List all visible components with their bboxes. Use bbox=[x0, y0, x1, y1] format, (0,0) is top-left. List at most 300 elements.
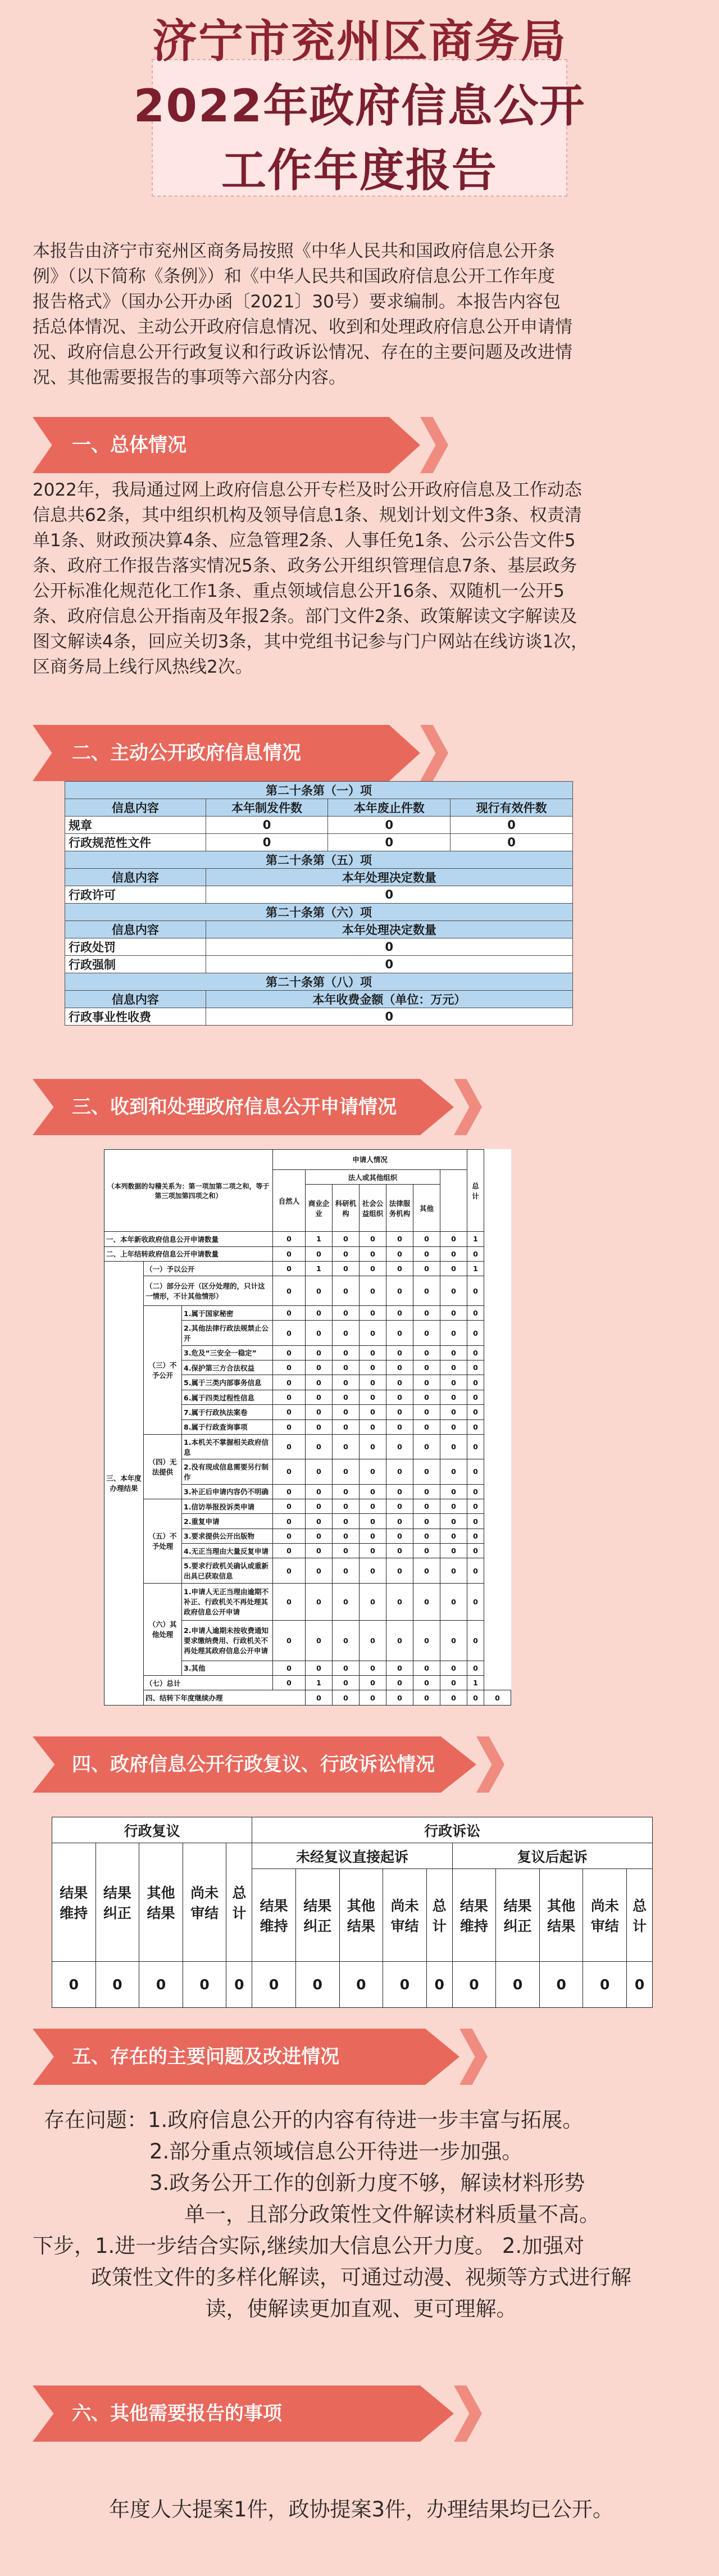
cell: 0 bbox=[440, 1529, 467, 1543]
cell: 0 bbox=[383, 1961, 427, 2007]
cell: 0 bbox=[386, 1261, 413, 1276]
cell: 0 bbox=[413, 1246, 440, 1261]
group-label: （六）其他处理 bbox=[144, 1583, 182, 1675]
intro-paragraph bbox=[33, 239, 690, 391]
cell: 0 bbox=[273, 1661, 306, 1675]
overview-line: 信息共62条，其中组织机构及领导信息1条、规划计划文件3条、权责清 bbox=[33, 505, 582, 525]
table-row bbox=[104, 1499, 511, 1513]
cell: 0 bbox=[413, 1514, 440, 1529]
cell: 0 bbox=[467, 1375, 484, 1390]
next-step-line: 政策性文件的多样化解读，可通过动漫、视频等方式进行解 bbox=[91, 2265, 631, 2289]
cell: 1 bbox=[306, 1232, 333, 1246]
cell: 0 bbox=[467, 1459, 484, 1484]
cell: 0 bbox=[306, 1345, 333, 1360]
col-header: 结果维持 bbox=[452, 1869, 496, 1962]
cell: 0 bbox=[273, 1583, 306, 1620]
chevron-icon bbox=[476, 1736, 504, 1793]
cell: 0 bbox=[386, 1419, 413, 1434]
cell: 0 bbox=[386, 1514, 413, 1529]
cell: 0 bbox=[306, 1434, 333, 1459]
row-label: 行政规范性文件 bbox=[65, 834, 206, 851]
cell: 0 bbox=[467, 1484, 484, 1499]
cell: 0 bbox=[273, 1375, 306, 1390]
cell: 0 bbox=[440, 1499, 467, 1513]
cell: 0 bbox=[333, 1321, 360, 1345]
cell: 0 bbox=[386, 1583, 413, 1620]
cell: 0 bbox=[413, 1499, 440, 1513]
col-header: 本年废止件数 bbox=[328, 799, 450, 817]
cell: 0 bbox=[467, 1434, 484, 1459]
cell: 0 bbox=[467, 1620, 484, 1661]
cell: 0 bbox=[360, 1484, 386, 1499]
section-title: 三、收到和处理政府信息公开申请情况 bbox=[72, 1096, 397, 1118]
cell: 0 bbox=[273, 1306, 306, 1321]
cell: 0 bbox=[273, 1345, 306, 1360]
cell: 0 bbox=[333, 1360, 360, 1375]
cell: 0 bbox=[206, 834, 328, 851]
cell: 0 bbox=[306, 1544, 333, 1558]
cell: 0 bbox=[386, 1276, 413, 1306]
cell: 0 bbox=[360, 1690, 386, 1706]
cell: 0 bbox=[386, 1360, 413, 1375]
cell: 0 bbox=[183, 1961, 226, 2007]
table-header: 第二十条第（五）项 bbox=[65, 851, 573, 869]
cell: 0 bbox=[360, 1514, 386, 1529]
col-header: 信息内容 bbox=[65, 921, 206, 938]
cell: 0 bbox=[273, 1459, 306, 1484]
application-handling-table bbox=[104, 1149, 511, 1706]
cell: 0 bbox=[440, 1246, 467, 1261]
cell: 0 bbox=[333, 1246, 360, 1261]
row-label: 3.要求提供公开出版物 bbox=[182, 1529, 273, 1543]
cell: 0 bbox=[413, 1529, 440, 1543]
cell: 0 bbox=[467, 1499, 484, 1513]
cell: 0 bbox=[413, 1232, 440, 1246]
cell: 0 bbox=[413, 1544, 440, 1558]
row-label: 1.本机关不掌握相关政府信息 bbox=[182, 1434, 273, 1459]
cell: 0 bbox=[440, 1661, 467, 1675]
overview-paragraph bbox=[33, 478, 690, 680]
cell: 0 bbox=[273, 1419, 306, 1434]
cell: 0 bbox=[386, 1661, 413, 1675]
cell: 0 bbox=[360, 1661, 386, 1675]
cell: 0 bbox=[206, 938, 572, 956]
cell: 0 bbox=[413, 1419, 440, 1434]
cell: 0 bbox=[627, 1961, 653, 2007]
row-label: 1.信访举报投诉类申请 bbox=[182, 1499, 273, 1513]
cell: 0 bbox=[426, 1961, 452, 2007]
cell: 0 bbox=[206, 817, 328, 834]
application-table-frame bbox=[104, 1149, 511, 1706]
col-header: 法律服务机构 bbox=[386, 1185, 413, 1232]
cell: 0 bbox=[467, 1321, 484, 1345]
table-header: 第二十条第（六）项 bbox=[65, 904, 573, 921]
col-header: 商业企业 bbox=[306, 1185, 333, 1232]
cell: 0 bbox=[413, 1261, 440, 1276]
cell: 0 bbox=[360, 1459, 386, 1484]
next-step-line: 读，使解读更加直观、更可理解。 bbox=[205, 2297, 517, 2321]
cell: 0 bbox=[386, 1690, 413, 1706]
cell: 0 bbox=[440, 1675, 467, 1690]
cell: 0 bbox=[467, 1661, 484, 1675]
row-label: （二）部分公开（区分处理的，只计这一情形，不计其他情形） bbox=[144, 1276, 273, 1306]
cell: 0 bbox=[440, 1544, 467, 1558]
cell: 0 bbox=[413, 1484, 440, 1499]
issues-label: 存在问题： bbox=[44, 2108, 148, 2132]
group-label: （四）无法提供 bbox=[144, 1434, 182, 1499]
cell: 0 bbox=[386, 1459, 413, 1484]
cell: 0 bbox=[333, 1583, 360, 1620]
cell: 0 bbox=[360, 1375, 386, 1390]
cell: 0 bbox=[386, 1246, 413, 1261]
page-title-line2: 2022年政府信息公开 bbox=[133, 80, 586, 132]
section-banner-5 bbox=[33, 2029, 488, 2085]
overview-line: 2022年，我局通过网上政府信息公开专栏及时公开政府信息及工作动态 bbox=[33, 480, 582, 500]
cell: 0 bbox=[539, 1961, 583, 2007]
overview-line: 条、政府信息公开指南及年报2条。部门文件2条、政策解读文字解读及 bbox=[33, 606, 577, 627]
cell: 0 bbox=[360, 1558, 386, 1583]
cell: 0 bbox=[440, 1419, 467, 1434]
col-header: 结果纠正 bbox=[95, 1843, 139, 1962]
group-label: （三）不予公开 bbox=[144, 1306, 182, 1435]
col-header: 信息内容 bbox=[65, 799, 206, 817]
row-label: 6.属于四类过程性信息 bbox=[182, 1390, 273, 1404]
row-label: 行政强制 bbox=[65, 956, 206, 973]
row-label: 3.危及“三安全一稳定” bbox=[182, 1345, 273, 1360]
cell: 0 bbox=[440, 1345, 467, 1360]
cell: 0 bbox=[273, 1232, 306, 1246]
cell: 0 bbox=[413, 1360, 440, 1375]
cell: 0 bbox=[333, 1345, 360, 1360]
cell: 0 bbox=[413, 1306, 440, 1321]
cell: 0 bbox=[360, 1405, 386, 1419]
chevron-icon bbox=[459, 2029, 488, 2085]
next-step-line: 下步，1.进一步结合实际,继续加大信息公开力度。 2.加强对 bbox=[33, 2234, 585, 2258]
col-header: 社会公益组织 bbox=[360, 1185, 386, 1232]
row-label: 3.其他 bbox=[182, 1661, 273, 1675]
intro-line: 报告格式》（国办公开办函〔2021〕30号）要求编制。本报告内容包 bbox=[33, 292, 561, 312]
row-label: 2.其他法律行政法规禁止公开 bbox=[182, 1321, 273, 1345]
section-title: 四、政府信息公开行政复议、行政诉讼情况 bbox=[72, 1753, 435, 1776]
col-header: 结果维持 bbox=[52, 1843, 96, 1962]
section-banner-6 bbox=[33, 2385, 482, 2442]
cell: 0 bbox=[413, 1434, 440, 1459]
cell: 0 bbox=[360, 1360, 386, 1375]
cell: 0 bbox=[306, 1390, 333, 1404]
table-row bbox=[104, 1276, 511, 1306]
cell: 0 bbox=[273, 1558, 306, 1583]
cell: 0 bbox=[413, 1583, 440, 1620]
cell: 0 bbox=[306, 1583, 333, 1620]
cell: 0 bbox=[440, 1390, 467, 1404]
col-header: 自然人 bbox=[273, 1169, 306, 1231]
cell: 0 bbox=[413, 1345, 440, 1360]
cell: 0 bbox=[333, 1544, 360, 1558]
cell: 0 bbox=[333, 1375, 360, 1390]
cell: 0 bbox=[360, 1544, 386, 1558]
cell: 0 bbox=[333, 1276, 360, 1306]
cell: 0 bbox=[440, 1434, 467, 1459]
cell: 0 bbox=[413, 1675, 440, 1690]
row-label: 2.重复申请 bbox=[182, 1514, 273, 1529]
cell: 0 bbox=[440, 1514, 467, 1529]
col-header: 总计 bbox=[226, 1843, 252, 1962]
cell: 0 bbox=[440, 1405, 467, 1419]
col-header: 法人或其他组织 bbox=[306, 1169, 440, 1184]
cell: 0 bbox=[206, 956, 572, 973]
cell: 0 bbox=[467, 1276, 484, 1306]
chevron-icon bbox=[420, 417, 448, 473]
cell: 0 bbox=[413, 1558, 440, 1583]
row-label: 行政许可 bbox=[65, 886, 206, 904]
cell: 0 bbox=[273, 1360, 306, 1375]
page-title-line3: 工作年度报告 bbox=[221, 144, 498, 197]
cell: 0 bbox=[450, 817, 573, 834]
cell: 0 bbox=[306, 1276, 333, 1306]
section-title: 六、其他需要报告的事项 bbox=[72, 2402, 282, 2425]
cell: 0 bbox=[467, 1419, 484, 1434]
col-header: 总计 bbox=[627, 1869, 653, 1962]
cell: 0 bbox=[440, 1276, 467, 1306]
cell: 0 bbox=[413, 1390, 440, 1404]
cell: 0 bbox=[306, 1306, 333, 1321]
chevron-icon bbox=[454, 1079, 482, 1135]
cell: 0 bbox=[452, 1961, 496, 2007]
col-header: 行政诉讼 bbox=[252, 1817, 653, 1843]
table-header: 第二十条第（一）项 bbox=[65, 782, 573, 799]
issue-item: 单一，且部分政策性文件解读材料质量不高。 bbox=[184, 2202, 600, 2226]
cell: 1 bbox=[467, 1261, 484, 1276]
overview-line: 公开标准化规范化工作1条、重点领域信息公开16条、双随机一公开5 bbox=[33, 581, 565, 601]
page-title-line1: 济宁市兖州区商务局 bbox=[152, 15, 567, 67]
row-label: 4.保护第三方合法权益 bbox=[182, 1360, 273, 1375]
section-banner-2 bbox=[33, 725, 448, 781]
cell: 0 bbox=[306, 1405, 333, 1419]
cell: 0 bbox=[306, 1529, 333, 1543]
cell: 0 bbox=[440, 1321, 467, 1345]
chevron-icon bbox=[420, 725, 448, 781]
cell: 0 bbox=[440, 1459, 467, 1484]
col-header: 本年收费金额（单位：万元） bbox=[206, 991, 572, 1008]
cell: 0 bbox=[333, 1306, 360, 1321]
cell: 0 bbox=[273, 1675, 306, 1690]
overview-line: 区商务局上线行风热线2次。 bbox=[33, 657, 253, 677]
cell: 0 bbox=[226, 1961, 252, 2007]
col-header: 结果纠正 bbox=[295, 1869, 339, 1962]
cell: 0 bbox=[386, 1675, 413, 1690]
cell: 0 bbox=[273, 1276, 306, 1306]
col-header: 其他结果 bbox=[539, 1869, 583, 1962]
overview-line: 条、政府工作报告落实情况5条、政务公开组织管理信息7条、基层政务 bbox=[33, 556, 577, 576]
cell: 0 bbox=[484, 1690, 511, 1706]
row-label: 规章 bbox=[65, 817, 206, 834]
cell: 0 bbox=[583, 1961, 627, 2007]
cell: 0 bbox=[386, 1434, 413, 1459]
cell: 1 bbox=[306, 1261, 333, 1276]
cell: 0 bbox=[333, 1390, 360, 1404]
cell: 0 bbox=[360, 1232, 386, 1246]
cell: 0 bbox=[386, 1375, 413, 1390]
cell: 0 bbox=[467, 1544, 484, 1558]
cell: 0 bbox=[386, 1499, 413, 1513]
cell: 0 bbox=[467, 1390, 484, 1404]
other-matters-text: 年度人大提案1件，政协提案3件，办理结果均已公开。 bbox=[108, 2497, 614, 2521]
cell: 0 bbox=[295, 1961, 339, 2007]
row-label: 行政事业性收费 bbox=[65, 1008, 206, 1026]
cell: 0 bbox=[273, 1620, 306, 1661]
cell: 0 bbox=[306, 1321, 333, 1345]
row-label: 1.属于国家秘密 bbox=[182, 1306, 273, 1321]
table-note: （本列数据的勾稽关系为：第一项加第二项之和，等于第三项加第四项之和） bbox=[104, 1150, 273, 1232]
cell: 0 bbox=[333, 1661, 360, 1675]
col-header: 信息内容 bbox=[65, 869, 206, 886]
cell: 0 bbox=[273, 1434, 306, 1459]
cell: 0 bbox=[273, 1529, 306, 1543]
intro-line: 括总体情况、主动公开政府信息情况、收到和处理政府信息公开申请情 bbox=[33, 317, 572, 337]
cell: 0 bbox=[360, 1434, 386, 1459]
row-label: 3.补正后申请内容仍不明确 bbox=[182, 1484, 273, 1499]
cell: 0 bbox=[333, 1419, 360, 1434]
cell: 1 bbox=[467, 1675, 484, 1690]
col-header: 总计 bbox=[426, 1869, 452, 1962]
cell: 0 bbox=[360, 1306, 386, 1321]
table-row bbox=[104, 1261, 511, 1276]
table-row bbox=[104, 1690, 511, 1706]
cell: 0 bbox=[273, 1246, 306, 1261]
cell: 0 bbox=[333, 1434, 360, 1459]
row-label: 2.申请人逾期未按收费通知要求缴纳费用、行政机关不再处理其政府信息公开申请 bbox=[182, 1620, 273, 1661]
table-row bbox=[104, 1306, 511, 1321]
cell: 0 bbox=[413, 1459, 440, 1484]
cell: 0 bbox=[440, 1583, 467, 1620]
cell: 0 bbox=[333, 1484, 360, 1499]
cell: 0 bbox=[386, 1484, 413, 1499]
cell: 0 bbox=[306, 1375, 333, 1390]
cell: 0 bbox=[333, 1514, 360, 1529]
row-label: 一、本年新收政府信息公开申请数量 bbox=[104, 1232, 273, 1246]
cell: 0 bbox=[413, 1276, 440, 1306]
row-label: 二、上年结转政府信息公开申请数量 bbox=[104, 1246, 273, 1261]
cell: 0 bbox=[333, 1529, 360, 1543]
cell: 0 bbox=[467, 1690, 484, 1706]
cell: 0 bbox=[206, 1008, 572, 1026]
cell: 0 bbox=[339, 1961, 383, 2007]
section-title: 二、主动公开政府信息情况 bbox=[72, 742, 301, 764]
cell: 0 bbox=[440, 1484, 467, 1499]
cell: 0 bbox=[328, 834, 450, 851]
cell: 0 bbox=[467, 1306, 484, 1321]
cell: 0 bbox=[306, 1620, 333, 1661]
cell: 0 bbox=[440, 1360, 467, 1375]
cell: 0 bbox=[52, 1961, 96, 2007]
cell: 0 bbox=[333, 1405, 360, 1419]
cell: 0 bbox=[273, 1514, 306, 1529]
row-label: 行政处罚 bbox=[65, 938, 206, 956]
overview-line: 单1条、财政预决算4条、应急管理2条、人事任免1条、公示公告文件5 bbox=[33, 530, 576, 551]
cell: 0 bbox=[273, 1405, 306, 1419]
cell: 0 bbox=[360, 1675, 386, 1690]
cell: 0 bbox=[306, 1419, 333, 1434]
cell: 0 bbox=[306, 1246, 333, 1261]
row-label: （七）总计 bbox=[144, 1675, 273, 1690]
cell: 0 bbox=[333, 1620, 360, 1661]
cell: 0 bbox=[273, 1544, 306, 1558]
cell: 0 bbox=[467, 1246, 484, 1261]
issues-block bbox=[33, 2105, 690, 2325]
cell: 0 bbox=[360, 1529, 386, 1543]
col-header: 其他结果 bbox=[339, 1869, 383, 1962]
col-header: 其他结果 bbox=[139, 1843, 183, 1962]
section-banner-1 bbox=[33, 417, 448, 473]
cell: 0 bbox=[386, 1544, 413, 1558]
cell: 0 bbox=[467, 1529, 484, 1543]
cell: 0 bbox=[440, 1306, 467, 1321]
table-row bbox=[104, 1583, 511, 1620]
review-litigation-table bbox=[52, 1817, 653, 2008]
cell: 0 bbox=[333, 1558, 360, 1583]
cell: 0 bbox=[386, 1232, 413, 1246]
row-label: （一）予以公开 bbox=[144, 1261, 273, 1276]
cell: 0 bbox=[496, 1961, 540, 2007]
cell: 0 bbox=[450, 834, 573, 851]
cell: 0 bbox=[413, 1620, 440, 1661]
cell: 0 bbox=[273, 1390, 306, 1404]
col-header: 总计 bbox=[467, 1150, 484, 1232]
row-label: 4.无正当理由大量反复申请 bbox=[182, 1544, 273, 1558]
cell: 0 bbox=[360, 1345, 386, 1360]
intro-line: 本报告由济宁市兖州区商务局按照《中华人民共和国政府信息公开条 bbox=[33, 241, 555, 261]
cell: 0 bbox=[333, 1261, 360, 1276]
intro-line: 例》（以下简称《条例》）和《中华人民共和国政府信息公开工作年度 bbox=[33, 266, 555, 287]
section-banner-4 bbox=[33, 1736, 504, 1793]
row-label: 2.没有现成信息需要另行制作 bbox=[182, 1459, 273, 1484]
cell: 0 bbox=[206, 886, 572, 904]
cell: 1 bbox=[467, 1232, 484, 1246]
cell: 0 bbox=[440, 1690, 467, 1706]
col-header: 本年处理决定数量 bbox=[206, 921, 572, 938]
row-label: 5.要求行政机关确认或重新出具已获取信息 bbox=[182, 1558, 273, 1583]
proactive-disclosure-table bbox=[65, 781, 573, 1026]
cell: 0 bbox=[440, 1558, 467, 1583]
cell: 0 bbox=[467, 1583, 484, 1620]
cell: 0 bbox=[413, 1375, 440, 1390]
cell: 0 bbox=[413, 1405, 440, 1419]
issue-item: 3.政务公开工作的创新力度不够，解读材料形势 bbox=[149, 2171, 585, 2195]
cell: 0 bbox=[413, 1661, 440, 1675]
cell: 0 bbox=[413, 1321, 440, 1345]
cell: 0 bbox=[139, 1961, 183, 2007]
cell: 0 bbox=[467, 1360, 484, 1375]
col-header: 尚未审结 bbox=[383, 1869, 427, 1962]
cell: 0 bbox=[333, 1675, 360, 1690]
col-header: 复议后起诉 bbox=[452, 1843, 652, 1869]
cell: 0 bbox=[360, 1583, 386, 1620]
col-header: 行政复议 bbox=[52, 1817, 252, 1843]
cell: 0 bbox=[440, 1620, 467, 1661]
cell: 0 bbox=[333, 1459, 360, 1484]
cell: 0 bbox=[333, 1232, 360, 1246]
cell: 0 bbox=[467, 1405, 484, 1419]
chevron-icon bbox=[454, 2385, 482, 2442]
cell: 0 bbox=[306, 1499, 333, 1513]
cell: 1 bbox=[306, 1675, 333, 1690]
group-label: 三、本年度办理结果 bbox=[104, 1261, 144, 1705]
table-row bbox=[104, 1675, 511, 1690]
cell: 0 bbox=[386, 1405, 413, 1419]
table-row bbox=[104, 1434, 511, 1459]
cell: 0 bbox=[360, 1390, 386, 1404]
cell: 0 bbox=[386, 1529, 413, 1543]
